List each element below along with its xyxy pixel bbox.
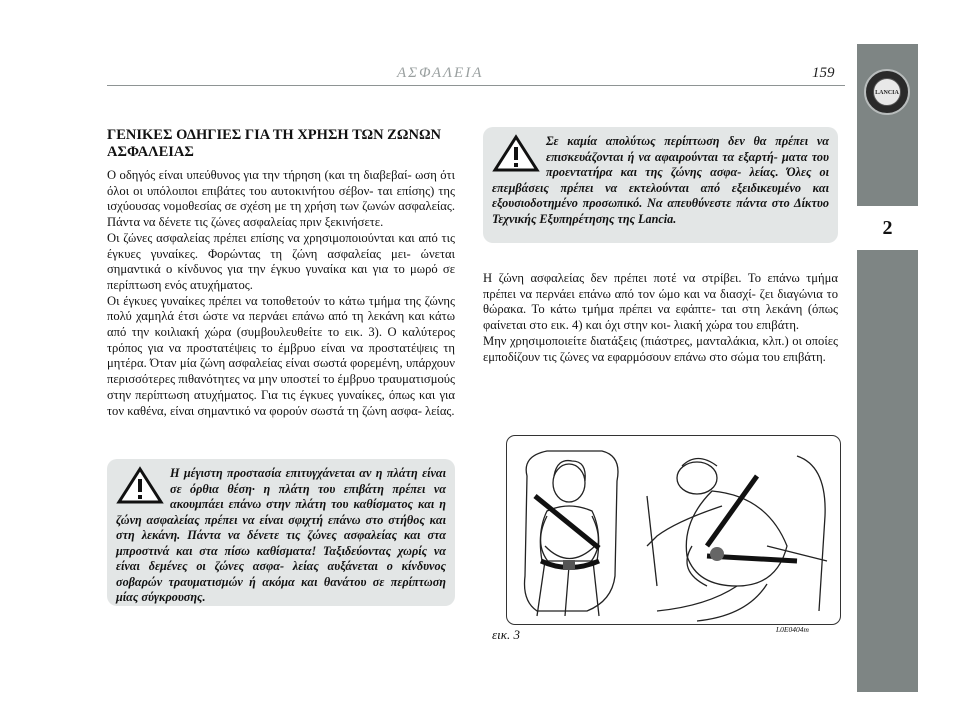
warning-triangle-icon — [492, 134, 540, 172]
paragraph: Ο οδηγός είναι υπεύθυνος για την τήρηση (και τη διαβεβαί- ωση ότι όλοι οι υπόλοιποι επιβάτες του αυτοκινήτου σέβον- ται επίσης) της ισχύουσας νομοθεσίας σε σχέση με τη χρήση των ζωνών ασφαλείας. Πάντα να δένετε τις ζώνες ασφαλείας πριν ξεκινήσετε. — [107, 168, 455, 230]
figure-caption: εικ. 3 — [492, 627, 520, 642]
page-number: 159 — [812, 65, 835, 81]
warning-box-left — [107, 459, 455, 606]
paragraph: Η ζώνη ασφαλείας δεν πρέπει ποτέ να στρίβει. Το επάνω τμήμα πρέπει να περνάει επάνω από τον ώμο και να διασχί- ζει διαγώνια το θώρακα. Το κάτω τμήμα πρέπει να εφάπτε- ται στη λεκάνη (όπως φαίνεται στο εικ. 4) και όχι στην κοι- λιακή χώρα του επιβάτη. — [483, 271, 838, 333]
chapter-sidebar — [857, 44, 918, 692]
warning-text: Σε καμία απολύτως περίπτωση δεν θα πρέπει να επισκευάζονται ή να αφαιρούνται τα εξαρτή- ματα του προεντατήρα και της ζώνης ασφα- λείας. Όλες οι επεμβάσεις πρέπει να εκτελούνται από εξειδικευμένο και εξουσιοδοτημένο προσωπικό. Να απευθύνεστε πάντα στο Δίκτυο Τεχνικής Εξυπηρέτησης της Lancia. — [492, 134, 829, 226]
chapter-number: 2 — [882, 217, 893, 239]
warning-box-right — [483, 127, 838, 243]
seatbelt-drawing — [507, 436, 841, 625]
lancia-logo-badge: LANCIA — [873, 78, 901, 106]
figure-seatbelt-illustration — [506, 435, 841, 625]
figure-code: L0E0404m — [776, 625, 809, 634]
running-header-title: ΑΣΦΑΛΕΙΑ — [397, 65, 484, 81]
section-title: ΓΕΝΙΚΕΣ ΟΔΗΓΙΕΣ ΓΙΑ ΤΗ ΧΡΗΣΗ ΤΩΝ ΖΩΝΩΝ ΑΣΦΑΛΕΙΑΣ — [107, 127, 442, 160]
warning-text: Η μέγιστη προστασία επιτυγχάνεται αν η πλάτη είναι σε όρθια θέση· η πλάτη του επιβάτη πρέπει να ακουμπάει επάνω στην πλάτη του καθίσματος και η ζώνη ασφαλείας πρέπει να είναι σφιχτή επάνω στο στήθος και στη λεκάνη. Πάντα να δένετε τις ζώνες ασφαλείας και στα μπροστινά και στα πίσω καθίσματα! Ταξιδεύοντας χωρίς να είναι δεμένες οι ζώνες ασφα- λείας αυξάνεται ο κίνδυνος σοβαρών τραυματισμών ή ακόμα και θανάτου σε περίπτωση μίας σύγκρουσης. — [116, 466, 446, 604]
lancia-logo — [864, 69, 910, 115]
left-column — [107, 127, 455, 419]
header-rule — [107, 85, 845, 86]
right-column — [483, 271, 838, 365]
paragraph: Μην χρησιμοποιείτε διατάξεις (πιάστρες, μανταλάκια, κλπ.) οι οποίες εμποδίζουν τις ζώνες να εφαρμόσουν επάνω στο σώμα του επιβάτη. — [483, 333, 838, 364]
paragraph: Οι έγκυες γυναίκες πρέπει να τοποθετούν το κάτω τμήμα της ζώνης πολύ χαμηλά έτσι ώστε να περνάει επάνω από τη λεκάνη και κάτω από την κοιλιακή χώρα (συμβουλευθείτε το εικ. 3). Ο καλύτερος τρόπος για να προστατέψεις το έμβρυο είναι να προστατέψεις τη μητέρα. Όταν μία ζώνη ασφαλείας είναι σωστά φορεμένη, υπάρχουν περισσότερες πιθανότητες να μην υποστεί το έμβρυο τραυματισμούς στην περίπτωση ατυχήματος. Για τις έγκυες γυναίκες, όπως και για τον καθένα, είναι σημαντικό να φορούν σωστά τη ζώνη ασφα- λείας. — [107, 293, 455, 418]
paragraph: Οι ζώνες ασφαλείας πρέπει επίσης να χρησιμοποιούνται και από τις έγκυες γυναίκες. Φορώντας τη ζώνη ασφαλείας μει- ώνεται σημαντικά ο κίνδυνος για την έγκυο γυναίκα και για το μωρό σε περίπτωση ενός ατυχήματος. — [107, 230, 455, 292]
warning-triangle-icon — [116, 466, 164, 504]
